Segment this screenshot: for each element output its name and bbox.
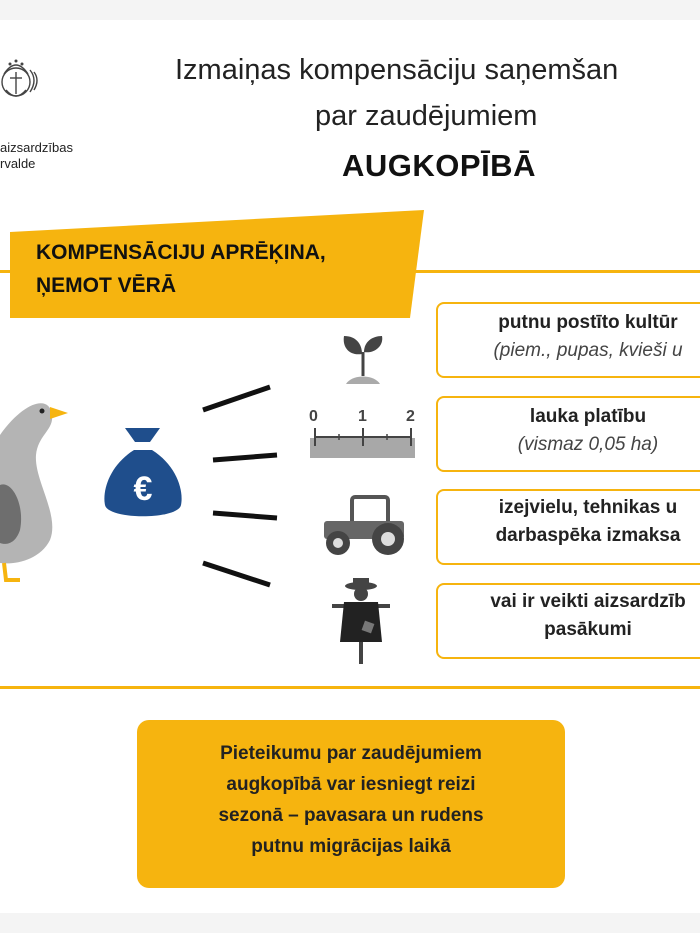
connector-lines xyxy=(195,375,280,595)
factor-crops-title: putnu postīto kultūr xyxy=(498,312,678,333)
scale-tick-0: 0 xyxy=(309,408,318,425)
tractor-icon xyxy=(318,493,413,559)
scarecrow-icon xyxy=(330,578,392,664)
logo-text-line2: rvalde xyxy=(0,156,36,171)
banner-line2: ŅEMOT VĒRĀ xyxy=(36,274,177,297)
banner-line1: KOMPENSĀCIJU APRĒĶINA, xyxy=(36,241,326,264)
page-title-line3: AUGKOPĪBĀ xyxy=(342,148,536,183)
note-line4: putnu migrācijas laikā xyxy=(251,836,451,857)
factor-protection-title-line2: pasākumi xyxy=(544,619,632,640)
factor-box-crops xyxy=(436,302,700,378)
factor-area-subtitle: (vismaz 0,05 ha) xyxy=(517,434,659,455)
factor-costs-title: izejvielu, tehnikas u xyxy=(498,497,678,518)
logo-text-line1: aizsardzības xyxy=(0,140,73,155)
goose-illustration xyxy=(0,395,75,585)
page-title-line2: par zaudējumiem xyxy=(315,100,538,132)
info-note-text xyxy=(137,738,565,862)
banner-text xyxy=(36,236,326,302)
factor-costs-title-line2: darbaspēka izmaksa xyxy=(495,525,681,546)
scale-tick-1: 1 xyxy=(358,408,367,425)
note-line2: augkopībā var iesniegt reizi xyxy=(226,774,476,795)
factor-box-area xyxy=(436,396,700,472)
euro-symbol: € xyxy=(133,470,153,508)
factor-area-title: lauka platību xyxy=(529,406,647,427)
factor-box-protection xyxy=(436,583,700,659)
page-title-line1: Izmaiņas kompensāciju saņemšan xyxy=(175,54,619,86)
factor-crops-subtitle: (piem., pupas, kvieši u xyxy=(493,340,683,361)
scale-tick-2: 2 xyxy=(406,408,415,425)
note-line1: Pieteikumu par zaudējumiem xyxy=(220,743,482,764)
factor-box-costs xyxy=(436,489,700,565)
logo-text xyxy=(0,140,73,172)
sprout-icon xyxy=(340,330,386,386)
note-line3: sezonā – pavasara un rudens xyxy=(218,805,484,826)
info-note-box xyxy=(137,720,565,888)
divider-bottom xyxy=(0,686,700,689)
factor-protection-title: vai ir veikti aizsardzīb xyxy=(490,591,686,612)
